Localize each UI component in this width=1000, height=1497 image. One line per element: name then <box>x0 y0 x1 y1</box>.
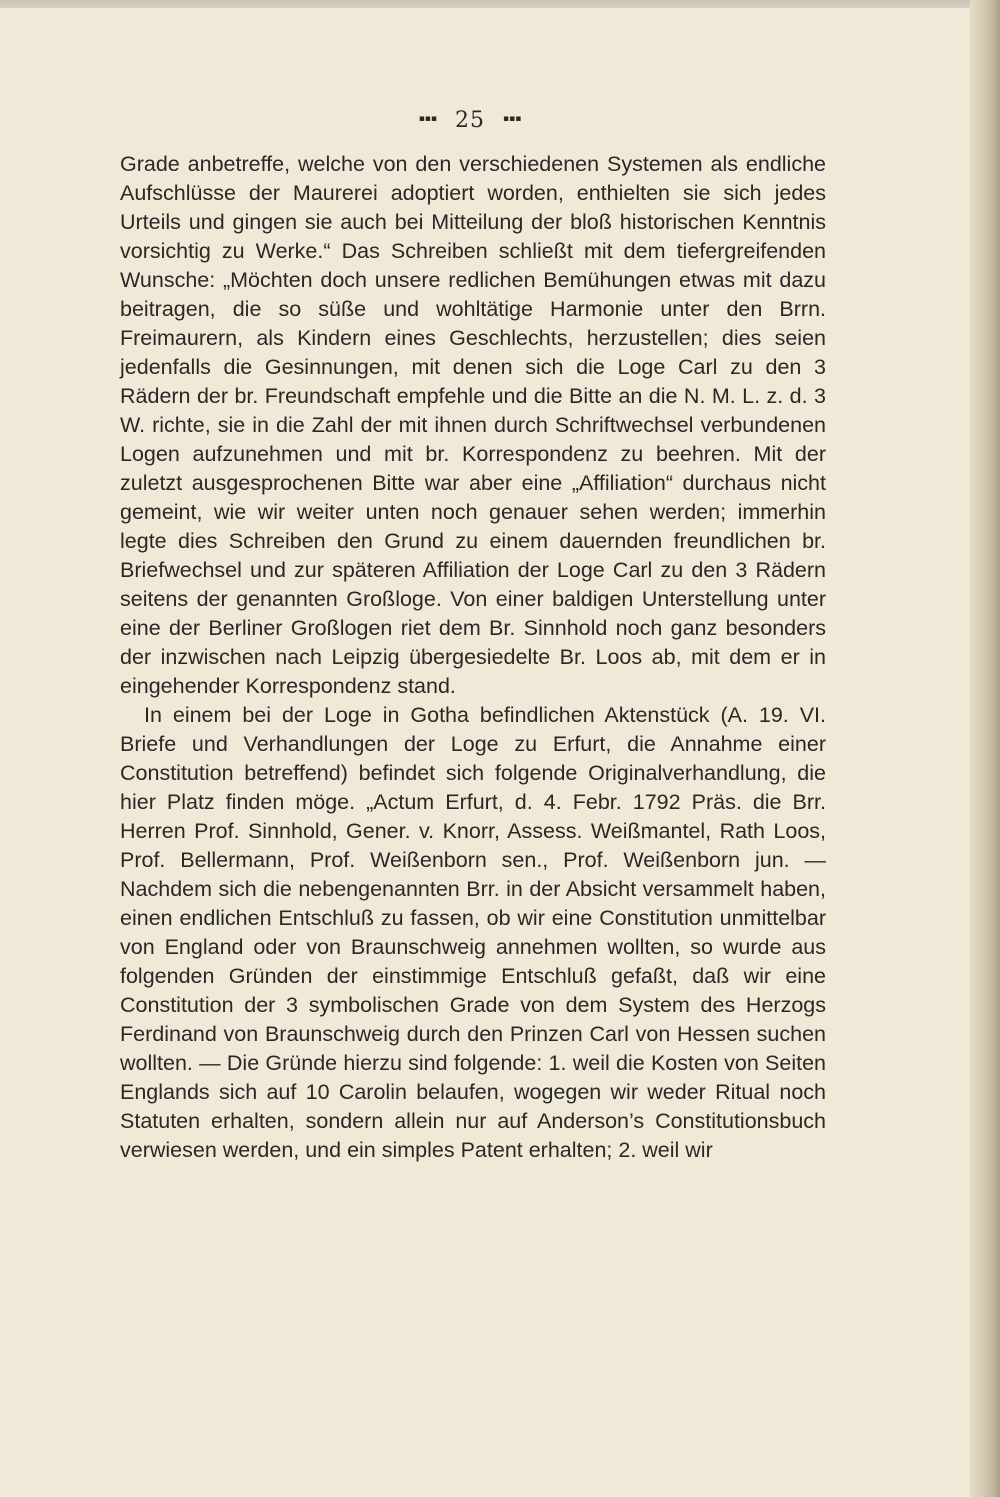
ornament-right: ▪▪▪ <box>503 114 522 124</box>
paragraph: In einem bei der Loge in Gotha befindlichen Aktenstück (A. 19. VI. Briefe und Verhandlungen der Loge zu Erfurt, die Annahme einer Constitution betreffend) befindet sich folgende Originalverhandlung, die hier Platz finden möge. „Actum Erfurt, d. 4. Febr. 1792 Präs. die Brr. Herren Prof. Sinnhold, Gener. v. Knorr, Assess. Weißmantel, Rath Loos, Prof. Bellermann, Prof. Weißenborn sen., Prof. Weißenborn jun. — Nachdem sich die nebengenannten Brr. in der Absicht versammelt haben, einen endlichen Entschluß zu fassen, ob wir eine Constitution unmittelbar von England oder von Braunschweig annehmen wollten, so wurde aus folgenden Gründen der einstimmige Entschluß gefaßt, daß wir eine Constitution der 3 symbolischen Grade von dem System des Herzogs Ferdinand von Braunschweig durch den Prinzen Carl von Hessen suchen wollten. — Die Gründe hierzu sind folgende: 1. weil die Kosten von Seiten Englands sich auf 10 Carolin belaufen, wogegen wir weder Ritual noch Statuten erhalten, sondern allein nur auf Anderson’s Constitutionsbuch verwiesen werden, und ein simples Patent erhalten; 2. weil wir <box>120 703 826 1162</box>
page-number: 25 <box>455 108 485 133</box>
paragraph: Grade anbetreffe, welche von den verschiedenen Systemen als endliche Aufschlüsse der Maurerei adoptiert worden, enthielten sie sich jedes Urteils und gingen sie auch bei Mitteilung der bloß historischen Kenntnis vorsichtig zu Werke.“ Das Schreiben schließt mit dem tiefergreifenden Wunsche: „Möchten doch unsere redlichen Bemühungen etwas mit dazu beitragen, die so süße und wohltätige Harmonie unter den Brrn. Freimaurern, als Kindern eines Geschlechts, herzustellen; dies seien jedenfalls die Gesinnungen, mit denen sich die Loge Carl zu den 3 Rädern der br. Freundschaft empfehle und die Bitte an die N. M. L. z. d. 3 W. richte, sie in die Zahl der mit ihnen durch Schriftwechsel verbundenen Logen aufzunehmen und mit br. Korrespondenz zu beehren. Mit der zuletzt ausgesprochenen Bitte war aber eine „Affiliation“ durchaus nicht gemeint, wie wir weiter unten noch genauer sehen werden; immerhin legte dies Schreiben den Grund zu einem dauernden freundlichen br. Briefwechsel und zur späteren Affiliation der Loge Carl zu den 3 Rädern seitens der genannten Großloge. Von einer baldigen Unterstellung unter eine der Berliner Großlogen riet dem Br. Sinnhold noch ganz besonders der inzwischen nach Leipzig übergesiedelte Br. Loos ab, mit dem er in eingehender Korrespondenz stand. <box>120 152 826 698</box>
ornament-left: ▪▪▪ <box>418 114 437 124</box>
body-text <box>120 150 826 1165</box>
page-right-edge <box>970 0 1000 1497</box>
running-header <box>0 108 940 133</box>
